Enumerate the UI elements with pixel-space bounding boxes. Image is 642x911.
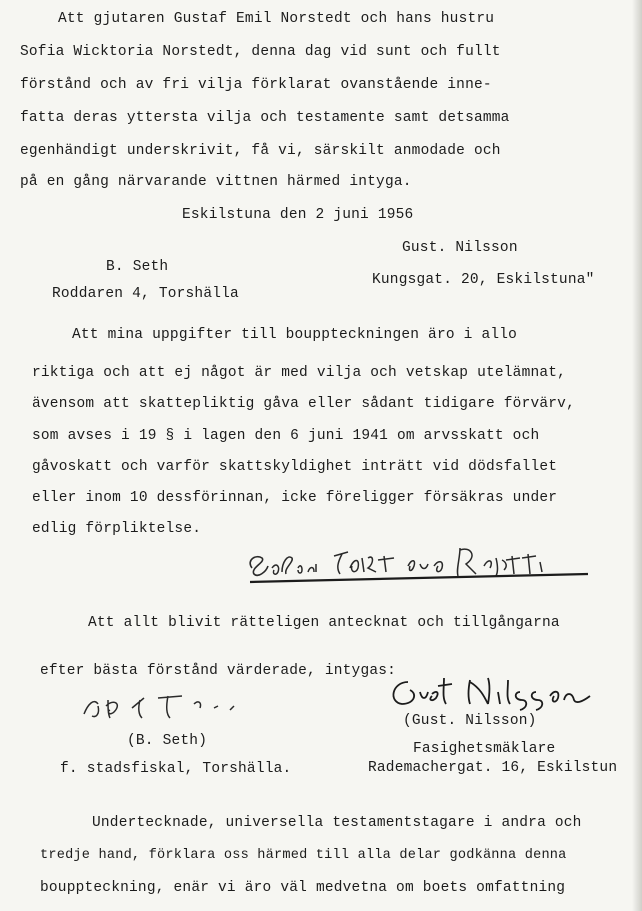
signer-right-address: Rademachergat. 16, Eskilstun: [368, 760, 618, 776]
signature-b-seth: [74, 684, 264, 726]
paragraph1-line: Att gjutaren Gustaf Emil Norstedt och hans hustru: [58, 11, 495, 27]
witness-right-address: Kungsgat. 20, Eskilstuna": [372, 272, 595, 288]
paragraph2-line: gåvoskatt och varför skattskyldighet inträtt vid dödsfallet: [32, 459, 558, 475]
signature-sofia-norstedt: [238, 538, 590, 586]
witness-left-name: B. Seth: [106, 259, 169, 275]
paragraph1-line: förstånd och av fri vilja förklarat ovanstående inne-: [20, 77, 492, 93]
paragraph1-line: Sofia Wicktoria Norstedt, denna dag vid sunt och fullt: [20, 44, 501, 60]
witness-right-name: Gust. Nilsson: [402, 240, 518, 256]
paragraph2-line: som avses i 19 § i lagen den 6 juni 1941 om arvsskatt och: [32, 428, 540, 444]
paragraph1-line: fatta deras yttersta vilja och testamente samt detsamma: [20, 110, 510, 126]
paragraph1-line: egenhändigt underskrivit, få vi, särskilt anmodade och: [20, 143, 501, 159]
signer-left-printed-name: (B. Seth): [127, 733, 208, 749]
paragraph4-line: tredje hand, förklara oss härmed till alla delar godkänna denna: [40, 848, 567, 863]
page-edge-shadow: [632, 0, 642, 911]
paragraph3-line: Att allt blivit rätteligen antecknat och tillgångarna: [88, 615, 560, 631]
place-date: Eskilstuna den 2 juni 1956: [182, 207, 414, 223]
paragraph4-line: Undertecknade, universella testamentstagare i andra och: [92, 815, 582, 831]
paragraph2-line: ävensom att skattepliktig gåva eller sådant tidigare förvärv,: [32, 396, 575, 412]
paragraph4-line: bouppteckning, enär vi äro väl medvetna om boets omfattning: [40, 880, 566, 896]
signer-left-title: f. stadsfiskal, Torshälla.: [60, 761, 292, 777]
witness-left-address: Roddaren 4, Torshälla: [52, 286, 239, 302]
paragraph1-line: på en gång närvarande vittnen härmed intyga.: [20, 174, 412, 190]
paragraph2-line: Att mina uppgifter till bouppteckningen äro i allo: [72, 327, 518, 343]
paragraph3-line: efter bästa förstånd värderade, intygas:: [40, 663, 397, 679]
paragraph2-line: riktiga och att ej något är med vilja och vetskap utelämnat,: [32, 365, 567, 381]
paragraph2-line: eller inom 10 dessförinnan, icke föreligger försäkras under: [32, 490, 558, 506]
signature-gust-nilsson: [380, 668, 610, 714]
paragraph2-line: edlig förpliktelse.: [32, 521, 202, 537]
signer-right-printed-name: (Gust. Nilsson): [403, 713, 537, 729]
signer-right-title: Fasighetsmäklare: [413, 741, 556, 757]
